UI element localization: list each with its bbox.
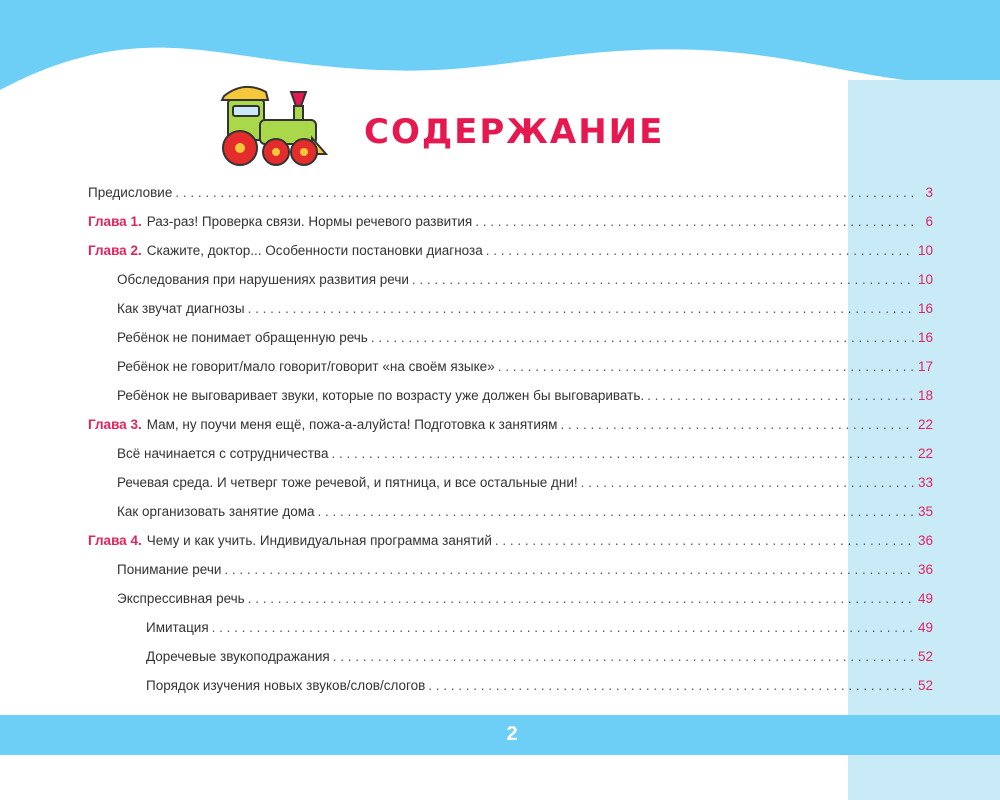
toc-entry[interactable] <box>88 497 933 526</box>
toc-page-number: 22 <box>917 446 933 461</box>
toc-page-number: 49 <box>917 620 933 635</box>
toc-page-number: 35 <box>917 504 933 519</box>
dot-leader <box>212 620 914 635</box>
train-illustration <box>216 82 332 168</box>
toc-entry[interactable] <box>88 468 933 497</box>
table-of-contents <box>88 178 933 700</box>
page-title: СОДЕРЖАНИЕ <box>364 112 665 152</box>
toc-entry[interactable] <box>88 236 933 265</box>
toc-entry-title: Доречевые звукоподражания <box>146 649 330 664</box>
toc-page-number: 10 <box>917 243 933 258</box>
dot-leader <box>333 649 914 664</box>
toc-entry-title: Ребёнок не говорит/мало говорит/говорит «на своём языке» <box>117 359 495 374</box>
toc-entry[interactable] <box>88 352 933 381</box>
toc-entry[interactable] <box>88 526 933 555</box>
footer-band <box>0 715 1000 755</box>
toc-entry[interactable] <box>88 178 933 207</box>
toc-entry[interactable] <box>88 294 933 323</box>
chapter-label: Глава 4. <box>88 533 142 548</box>
toc-page-number: 52 <box>917 678 933 693</box>
toc-entry[interactable] <box>88 671 933 700</box>
dot-leader <box>318 504 914 519</box>
page-number: 2 <box>506 723 518 745</box>
toc-entry-title: Ребёнок не выговаривает звуки, которые по возрасту уже должен бы выговаривать. <box>117 388 645 403</box>
toc-page-number: 52 <box>917 649 933 664</box>
dot-leader <box>224 562 914 577</box>
toc-page-number: 36 <box>917 533 933 548</box>
toc-page-number: 22 <box>917 417 933 432</box>
toc-page-number: 17 <box>917 359 933 374</box>
dot-leader <box>371 330 914 345</box>
toc-entry[interactable] <box>88 381 933 410</box>
toc-page-number: 16 <box>917 330 933 345</box>
toc-entry-title: Понимание речи <box>117 562 222 577</box>
dot-leader <box>331 446 914 461</box>
toc-entry-title: Всё начинается с сотрудничества <box>117 446 329 461</box>
toc-entry-title: Порядок изучения новых звуков/слов/слогов <box>146 678 426 693</box>
dot-leader <box>412 272 914 287</box>
toc-entry-title: Предисловие <box>88 185 173 200</box>
chapter-label: Глава 1. <box>88 214 142 229</box>
toc-entry[interactable] <box>88 613 933 642</box>
toc-entry-title: Скажите, доктор... Особенности постановки диагноза <box>146 243 483 258</box>
toc-entry[interactable] <box>88 555 933 584</box>
toc-entry[interactable] <box>88 584 933 613</box>
dot-leader <box>175 185 914 200</box>
toc-page-number: 6 <box>925 214 933 229</box>
toc-page-number: 10 <box>917 272 933 287</box>
toc-entry-title: Мам, ну поучи меня ещё, пожа-а-алуйста! Подготовка к занятиям <box>146 417 558 432</box>
toc-entry[interactable] <box>88 642 933 671</box>
toc-page-number: 36 <box>917 562 933 577</box>
dot-leader <box>647 388 914 403</box>
toc-page-number: 3 <box>925 185 933 200</box>
dot-leader <box>495 533 914 548</box>
toc-entry-title: Экспрессивная речь <box>117 591 245 606</box>
toc-entry-title: Чему и как учить. Индивидуальная программа занятий <box>146 533 492 548</box>
toc-page-number: 16 <box>917 301 933 316</box>
toc-entry-title: Раз-раз! Проверка связи. Нормы речевого развития <box>146 214 473 229</box>
toc-entry-title: Как звучат диагнозы <box>117 301 245 316</box>
toc-page-number: 33 <box>917 475 933 490</box>
toc-entry-title: Имитация <box>146 620 209 635</box>
toc-entry-title: Обследования при нарушениях развития речи <box>117 272 409 287</box>
toc-entry[interactable] <box>88 207 933 236</box>
dot-leader <box>248 591 914 606</box>
toc-entry[interactable] <box>88 265 933 294</box>
toc-entry[interactable] <box>88 323 933 352</box>
toc-entry[interactable] <box>88 410 933 439</box>
toc-entry-title: Как организовать занятие дома <box>117 504 315 519</box>
toc-entry-title: Ребёнок не понимает обращенную речь <box>117 330 368 345</box>
dot-leader <box>475 214 914 229</box>
chapter-label: Глава 3. <box>88 417 142 432</box>
dot-leader <box>560 417 914 432</box>
dot-leader <box>428 678 914 693</box>
dot-leader <box>498 359 914 374</box>
dot-leader <box>486 243 914 258</box>
toc-page-number: 18 <box>917 388 933 403</box>
toc-entry-title: Речевая среда. И четверг тоже речевой, и пятница, и все остальные дни! <box>117 475 578 490</box>
toc-page-number: 49 <box>917 591 933 606</box>
dot-leader <box>248 301 914 316</box>
toc-entry[interactable] <box>88 439 933 468</box>
chapter-label: Глава 2. <box>88 243 142 258</box>
dot-leader <box>581 475 914 490</box>
